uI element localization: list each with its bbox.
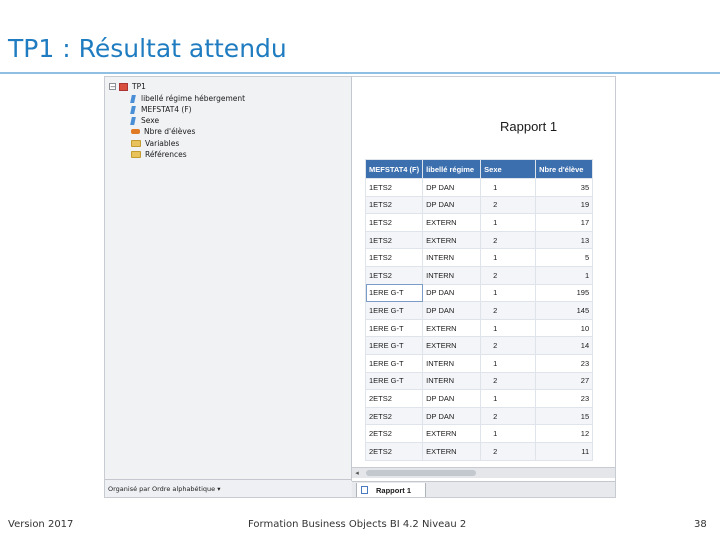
table-row[interactable] (366, 249, 593, 267)
table-cell[interactable]: 35 (536, 179, 593, 197)
table-cell[interactable]: 1 (536, 266, 593, 284)
table-cell[interactable]: INTERN (423, 249, 481, 267)
table-cell[interactable]: 11 (536, 442, 593, 460)
table-row[interactable] (366, 214, 593, 232)
footer-version: Version 2017 (8, 519, 74, 530)
table-cell[interactable]: EXTERN (423, 425, 481, 443)
tree-item-label: Références (145, 150, 187, 159)
data-tree-panel (105, 77, 352, 481)
folder-icon (131, 140, 141, 147)
sort-order-dropdown[interactable]: Organisé par Ordre alphabétique ▾ (105, 479, 351, 497)
table-cell[interactable]: 1ETS2 (366, 214, 423, 232)
table-cell[interactable]: 1ETS2 (366, 196, 423, 214)
tree-item-mefstat[interactable] (131, 104, 192, 115)
table-cell[interactable]: 2 (481, 372, 536, 390)
tree-item-regime[interactable] (131, 93, 245, 104)
table-header-row (366, 160, 593, 179)
table-cell[interactable]: 1ERE G-T (366, 372, 423, 390)
table-cell[interactable]: 2ETS2 (366, 390, 423, 408)
table-cell[interactable]: 2 (481, 442, 536, 460)
table-cell[interactable]: EXTERN (423, 442, 481, 460)
table-row[interactable] (366, 319, 593, 337)
table-cell[interactable]: INTERN (423, 266, 481, 284)
table-cell[interactable]: 1 (481, 214, 536, 232)
folder-icon (131, 151, 141, 158)
tree-item-label: Nbre d'élèves (144, 127, 196, 136)
table-cell[interactable]: 2 (481, 407, 536, 425)
table-row[interactable] (366, 390, 593, 408)
tree-item-references[interactable] (131, 149, 187, 160)
dimension-icon (130, 106, 136, 114)
table-cell[interactable]: DP DAN (423, 302, 481, 320)
table-cell[interactable]: 2ETS2 (366, 425, 423, 443)
table-cell[interactable]: 1ETS2 (366, 249, 423, 267)
table-row[interactable] (366, 354, 593, 372)
tree-root[interactable] (109, 81, 146, 92)
tree-root-label: TP1 (132, 82, 146, 91)
table-cell[interactable]: 2ETS2 (366, 442, 423, 460)
tree-item-label: libellé régime hébergement (141, 94, 246, 103)
table-cell[interactable]: DP DAN (423, 390, 481, 408)
table-cell[interactable]: 27 (536, 372, 593, 390)
table-cell[interactable]: 1ERE G-T (366, 284, 423, 302)
table-row[interactable] (366, 407, 593, 425)
table-cell[interactable]: 2ETS2 (366, 407, 423, 425)
table-cell[interactable]: 5 (536, 249, 593, 267)
table-cell[interactable]: 1 (481, 284, 536, 302)
measure-icon (131, 129, 140, 134)
table-cell[interactable]: 145 (536, 302, 593, 320)
horizontal-scrollbar[interactable] (352, 467, 616, 478)
table-cell[interactable]: 1ETS2 (366, 179, 423, 197)
tree-item-sexe[interactable] (131, 115, 159, 126)
table-cell[interactable]: 1 (481, 390, 536, 408)
table-cell[interactable]: 1ERE G-T (366, 354, 423, 372)
title-divider (0, 72, 720, 74)
table-cell[interactable]: 1ERE G-T (366, 319, 423, 337)
table-row[interactable] (366, 442, 593, 460)
table-cell[interactable]: 1 (481, 249, 536, 267)
table-cell[interactable]: INTERN (423, 354, 481, 372)
table-row[interactable] (366, 266, 593, 284)
report-table (365, 159, 593, 461)
table-cell[interactable]: EXTERN (423, 337, 481, 355)
tree-item-label: Sexe (141, 116, 160, 125)
tree-item-nbre-eleves[interactable] (131, 126, 195, 137)
table-cell[interactable]: 1 (481, 319, 536, 337)
report-canvas (352, 77, 616, 481)
table-cell[interactable]: 19 (536, 196, 593, 214)
table-cell[interactable]: 2 (481, 266, 536, 284)
table-cell[interactable]: 195 (536, 284, 593, 302)
scrollbar-thumb[interactable] (366, 470, 476, 476)
table-cell[interactable]: 1 (481, 425, 536, 443)
page-number: 38 (694, 519, 707, 530)
table-row[interactable] (366, 231, 593, 249)
table-cell[interactable]: 1 (481, 354, 536, 372)
table-cell[interactable]: EXTERN (423, 319, 481, 337)
table-cell[interactable]: 15 (536, 407, 593, 425)
column-header[interactable]: libellé régime (423, 160, 481, 179)
table-cell[interactable]: DP DAN (423, 196, 481, 214)
report-page-icon (361, 486, 368, 494)
collapse-toggle-icon[interactable]: − (110, 83, 116, 91)
tab-label: Rapport 1 (376, 485, 412, 495)
table-cell[interactable]: 14 (536, 337, 593, 355)
table-cell[interactable]: 1ETS2 (366, 266, 423, 284)
table-cell[interactable]: 2 (481, 337, 536, 355)
table-cell[interactable]: 17 (536, 214, 593, 232)
table-cell[interactable]: 1ETS2 (366, 231, 423, 249)
table-cell[interactable]: EXTERN (423, 214, 481, 232)
table-cell[interactable]: 1ERE G-T (366, 302, 423, 320)
report-title: Rapport 1 (500, 119, 558, 134)
table-cell[interactable]: EXTERN (423, 231, 481, 249)
table-row[interactable] (366, 372, 593, 390)
scroll-left-icon[interactable]: ◂ (355, 469, 359, 477)
table-row[interactable] (366, 196, 593, 214)
tab-rapport-1[interactable] (356, 483, 426, 498)
column-header[interactable]: MEFSTAT4 (F) (366, 160, 423, 179)
table-cell[interactable]: 1 (481, 179, 536, 197)
table-cell[interactable]: 13 (536, 231, 593, 249)
table-cell[interactable]: 10 (536, 319, 593, 337)
table-cell[interactable]: 2 (481, 302, 536, 320)
report-tab-bar (352, 481, 616, 498)
column-header[interactable]: Sexe (481, 160, 536, 179)
table-cell[interactable]: 23 (536, 354, 593, 372)
tree-item-variables[interactable] (131, 138, 179, 149)
table-cell[interactable]: 1ERE G-T (366, 337, 423, 355)
dimension-icon (130, 117, 136, 125)
table-cell[interactable]: 23 (536, 390, 593, 408)
column-header[interactable]: Nbre d'élève (536, 160, 593, 179)
document-icon (119, 83, 128, 91)
tree-item-label: MEFSTAT4 (F) (141, 105, 192, 114)
table-cell[interactable]: DP DAN (423, 284, 481, 302)
table-row[interactable] (366, 425, 593, 443)
footer-course-title: Formation Business Objects BI 4.2 Niveau 2 (248, 519, 467, 530)
table-cell[interactable]: DP DAN (423, 407, 481, 425)
table-cell[interactable]: DP DAN (423, 179, 481, 197)
table-row[interactable] (366, 337, 593, 355)
tree-item-label: Variables (145, 139, 180, 148)
table-row[interactable] (366, 302, 593, 320)
table-cell[interactable]: INTERN (423, 372, 481, 390)
table-cell[interactable]: 2 (481, 196, 536, 214)
dimension-icon (130, 95, 136, 103)
table-cell[interactable]: 2 (481, 231, 536, 249)
table-row[interactable] (366, 284, 593, 302)
slide-title: TP1 : Résultat attendu (8, 34, 287, 63)
table-cell[interactable]: 12 (536, 425, 593, 443)
table-row[interactable] (366, 179, 593, 197)
app-screenshot (104, 76, 616, 498)
